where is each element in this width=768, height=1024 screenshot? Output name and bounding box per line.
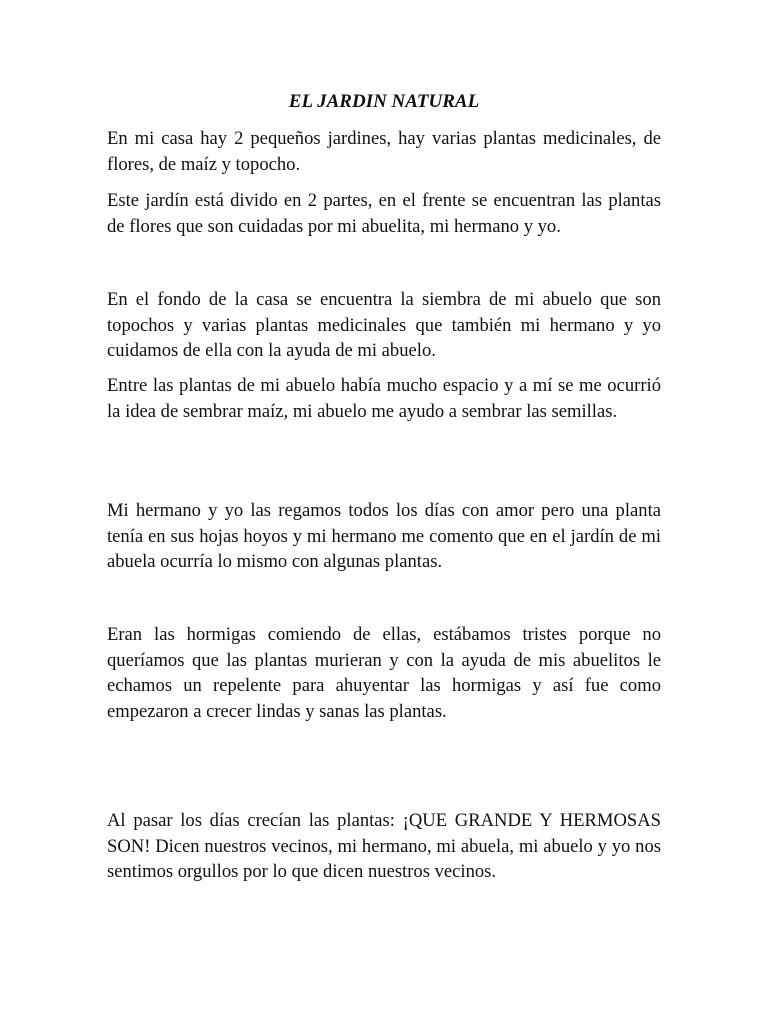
paragraph-1: En mi casa hay 2 pequeños jardines, hay varias plantas medicinales, de flores, de maíz y topocho.: [107, 128, 661, 175]
paragraph-2: Este jardín está divido en 2 partes, en el frente se encuentran las plantas de flores que son cuidadas por mi abuelita, mi hermano y yo.: [107, 190, 661, 237]
paragraph-6: Eran las hormigas comiendo de ellas, estábamos tristes porque no queríamos que las plantas murieran y con la ayuda de mis abuelitos le echamos un repelente para ahuyentar las hormigas y así fue como empezaron a crecer lindas y sanas las plantas.: [107, 624, 661, 722]
paragraph-5: Mi hermano y yo las regamos todos los días con amor pero una planta tenía en sus hojas hoyos y mi hermano me comento que en el jardín de mi abuela ocurría lo mismo con algunas plantas.: [107, 500, 661, 572]
paragraph-3: En el fondo de la casa se encuentra la siembra de mi abuelo que son topochos y varias plantas medicinales que también mi hermano y yo cuidamos de ella con la ayuda de mi abuelo.: [107, 289, 661, 361]
document-title: EL JARDIN NATURAL: [288, 91, 480, 112]
paragraph-4: Entre las plantas de mi abuelo había mucho espacio y a mí se me ocurrió la idea de sembrar maíz, mi abuelo me ayudo a sembrar las semillas.: [107, 375, 661, 422]
paragraph-7: Al pasar los días crecían las plantas: ¡QUE GRANDE Y HERMOSAS SON! Dicen nuestros vecinos, mi hermano, mi abuela, mi abuelo y yo nos sentimos orgullos por lo que dicen nuestros vecinos.: [107, 810, 661, 882]
